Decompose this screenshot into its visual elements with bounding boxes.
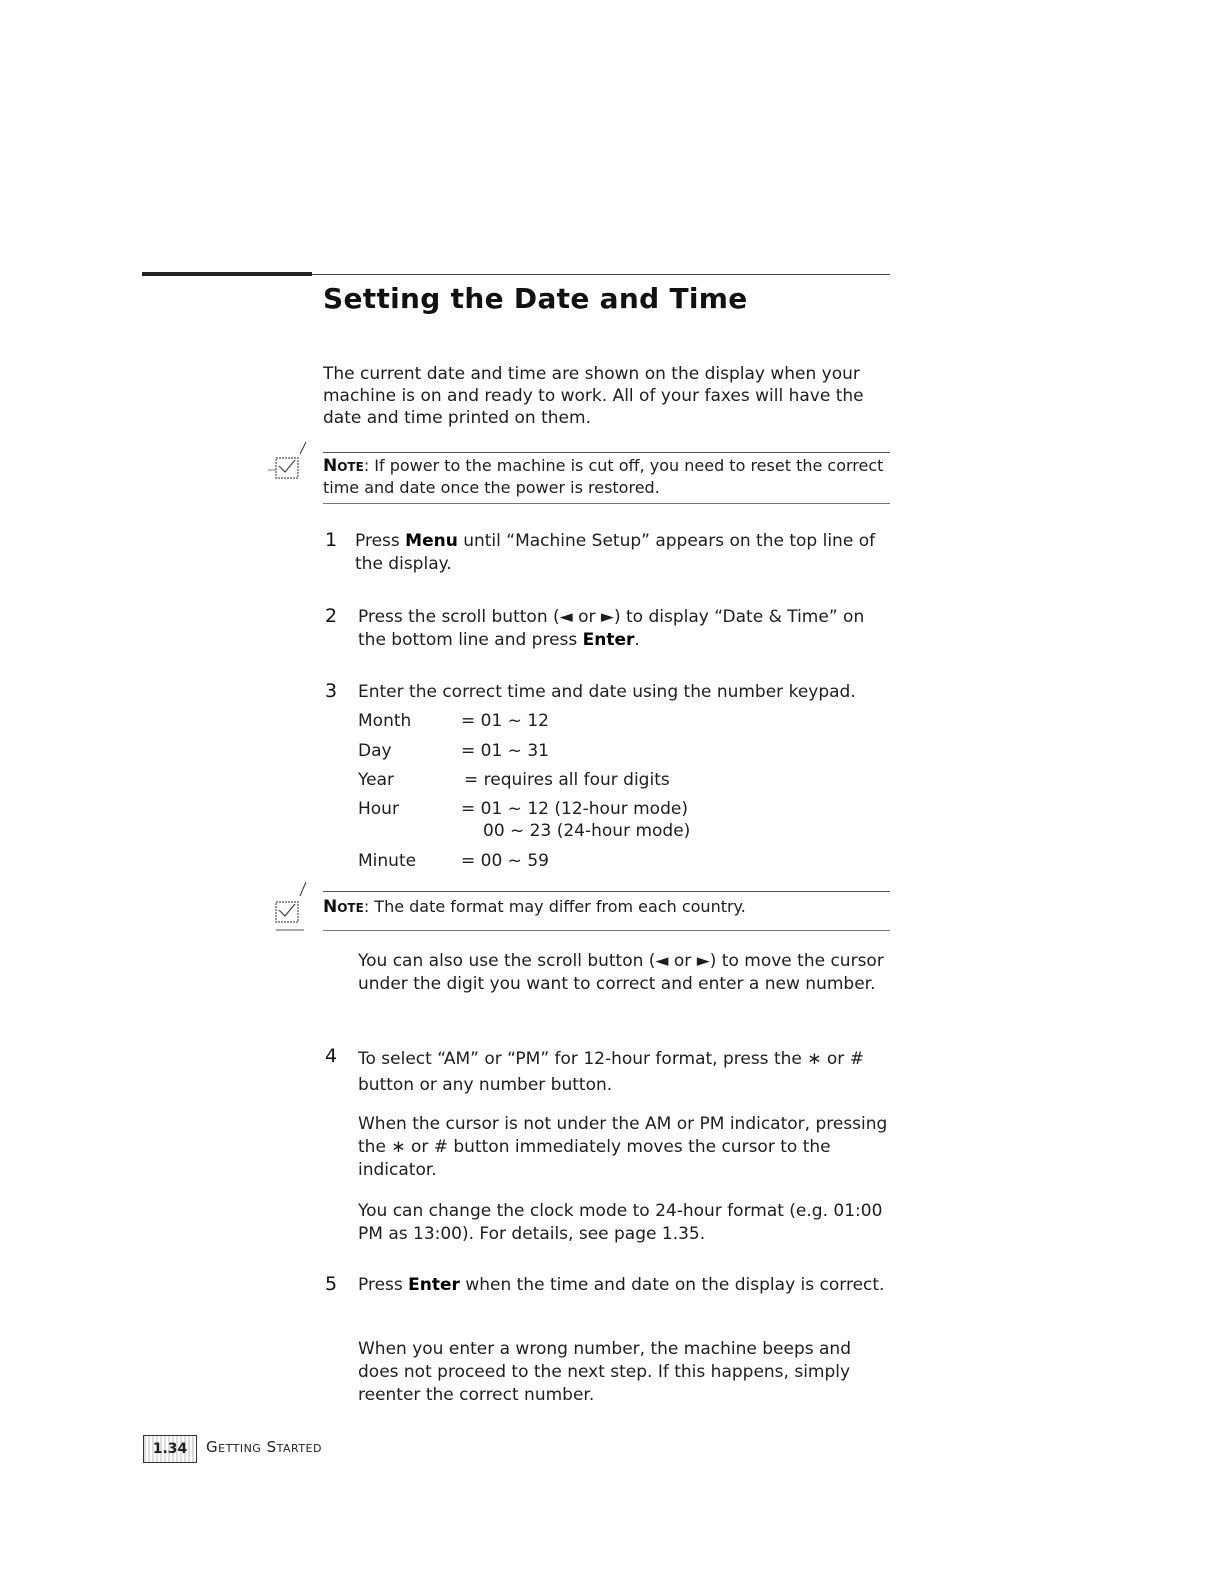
note-text: : If power to the machine is cut off, you need to reset the correct time and date once the power is restored. — [323, 456, 884, 497]
day-label: Day — [358, 741, 392, 761]
page-title: Setting the Date and Time — [323, 282, 748, 315]
enter-key-label: Enter — [408, 1275, 460, 1295]
step-number: 5 — [325, 1273, 338, 1295]
page-number: 1.34 — [143, 1435, 197, 1463]
note-label: Note — [323, 897, 364, 917]
hour-range-24: 00 ~ 23 (24-hour mode) — [483, 821, 691, 841]
step-4-text: To select “AM” or “PM” for 12-hour format, press the ∗ or # button or any number button. — [358, 1049, 864, 1095]
minute-label: Minute — [358, 851, 417, 871]
note-pencil-icon — [266, 440, 308, 486]
section-title: Getting Started — [206, 1438, 322, 1456]
month-range: = 01 ~ 12 — [461, 711, 549, 731]
note-power-reset — [323, 452, 890, 504]
step-1-text: Press Menu until “Machine Setup” appears on the top line of the display. — [355, 531, 876, 574]
scroll-cursor-paragraph: You can also use the scroll button (◄ or ►) to move the cursor under the digit you want to correct and enter a new number. — [358, 951, 884, 994]
step-2-text: Press the scroll button (◄ or ►) to display “Date & Time” on the bottom line and press Enter. — [358, 607, 865, 650]
step-number: 4 — [325, 1045, 338, 1067]
month-label: Month — [358, 711, 412, 731]
step-number: 2 — [325, 605, 338, 627]
hour-range-12: = 01 ~ 12 (12-hour mode) — [461, 799, 688, 819]
hour-label: Hour — [358, 799, 399, 819]
enter-key-label: Enter — [582, 630, 635, 650]
minute-range: = 00 ~ 59 — [461, 851, 549, 871]
note-text: : The date format may differ from each country. — [363, 897, 746, 916]
step-number: 3 — [325, 680, 338, 702]
header-rule — [312, 274, 890, 275]
day-range: = 01 ~ 31 — [461, 741, 549, 761]
header-rule-thick — [142, 272, 312, 276]
intro-paragraph: The current date and time are shown on the display when your machine is on and ready to work. All of your faxes will have the date and time printed on them. — [323, 364, 864, 428]
step-number: 1 — [325, 529, 338, 551]
cursor-indicator-paragraph: When the cursor is not under the AM or PM indicator, pressing the ∗ or # button immediately moves the cursor to the indicator. — [358, 1114, 888, 1180]
year-label: Year — [358, 770, 394, 790]
note-label: Note — [323, 456, 364, 476]
step-3-text: Enter the correct time and date using the number keypad. — [358, 682, 856, 702]
menu-key-label: Menu — [405, 531, 458, 551]
wrong-number-paragraph: When you enter a wrong number, the machine beeps and does not proceed to the next step. If this happens, simply reenter the correct number. — [358, 1339, 851, 1405]
clock-mode-paragraph: You can change the clock mode to 24-hour format (e.g. 01:00 PM as 13:00). For details, see page 1.35. — [358, 1201, 883, 1244]
note-pencil-icon — [266, 880, 308, 926]
note-date-format — [323, 891, 890, 931]
step-5-text: Press Enter when the time and date on the display is correct. — [358, 1275, 885, 1295]
year-range: = requires all four digits — [464, 770, 670, 790]
